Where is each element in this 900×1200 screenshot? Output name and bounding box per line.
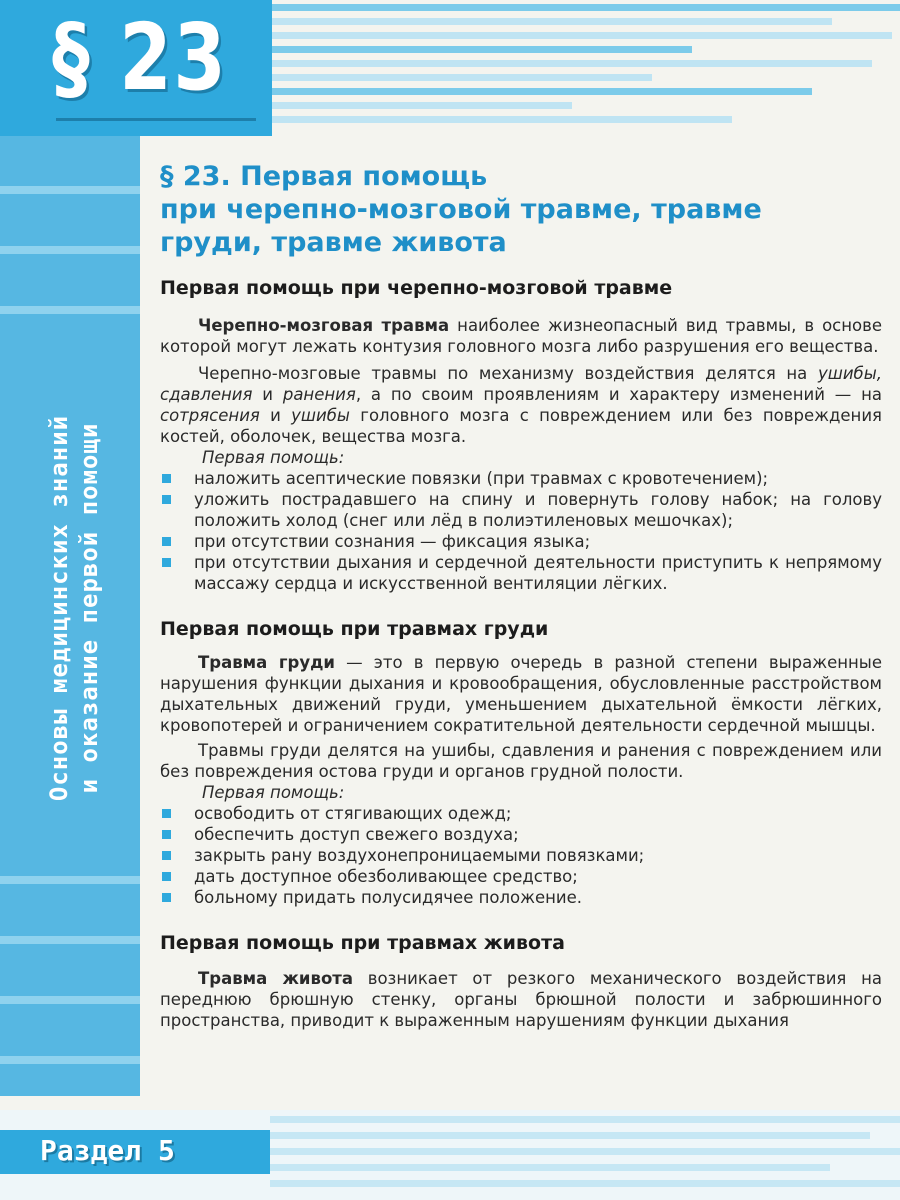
paragraph: Травмы груди делятся на ушибы, сдавления и ранения с повреждением или без повреждения остова груди и органов грудной полости. [160,741,882,781]
heading-abdomen-injury: Первая помощь при травмах живота [160,932,565,954]
list-item: уложить пострадавшего на спину и повернуть голову набок; на голову положить холод (снег или лёд в полиэтиленовых мешочках); [160,489,882,531]
list-item: обеспечить доступ свежего воздуха; [160,824,882,845]
footer-stripe [270,1164,830,1171]
footer-stripe [270,1180,900,1187]
sidebar-title-line1: Основы медицинских знаний [45,414,73,802]
stripe [272,4,900,11]
text: наиболее жизнеопасный вид травмы, в основе которой могут лежать контузия головного мозга либо разрушения его вещества. [160,316,882,356]
stripe [272,60,872,67]
first-aid-list [160,803,882,908]
term: Черепно-мозговая травма [198,316,450,335]
list-item: освободить от стягивающих одежд; [160,803,882,824]
text: Черепно-мозговые травмы по механизму воздействия делятся на [198,364,818,383]
footer-stripe [270,1132,870,1139]
title-line1: § 23. Первая помощь [160,161,488,192]
title-line2: при черепно-мозговой травме, травме [160,194,762,225]
paragraph [160,652,882,736]
heading-chest-injury: Первая помощь при травмах груди [160,618,549,640]
first-aid-label: Первая помощь: [202,783,345,802]
footer-stripe [270,1116,900,1123]
sidebar-stripe [0,996,140,1004]
text: , а по своим проявлениям и характеру изменений — на [355,385,882,404]
term: Травма груди [198,653,335,672]
term: Травма живота [198,969,353,988]
footer-stripe [270,1148,900,1155]
stripe [272,88,812,95]
heading-head-injury: Первая помощь при черепно-мозговой травме [160,277,673,299]
list-item: закрыть рану воздухонепроницаемыми повязками; [160,845,882,866]
sidebar-stripe [0,876,140,884]
text: и [259,406,292,425]
section-badge-number: § 23 [52,4,228,111]
section-label: Раздел 5 [40,1134,175,1167]
stripe [272,116,732,123]
sidebar-stripe [0,246,140,254]
list-item: при отсутствии сознания — фиксация языка; [160,531,882,552]
sidebar-stripe [0,936,140,944]
stripe [272,32,892,39]
paragraph [160,363,882,447]
text: возникает от резкого механического воздействия на переднюю брюшную стенку, органы брюшной полости и забрюшинного пространства, приводит к выраженным нарушениям функции дыхания [160,969,882,1030]
italic-text: ушибы, сдавления [160,364,882,404]
section-badge [0,0,272,136]
page-title [160,160,882,259]
badge-underline [56,118,256,121]
paragraph [160,968,882,1031]
list-item: дать доступное обезболивающее средство; [160,866,882,887]
text: и [252,385,283,404]
list-item: наложить асептические повязки (при травмах с кровотечением); [160,468,882,489]
first-aid-label: Первая помощь: [202,448,345,467]
stripe [272,18,832,25]
sidebar-stripe [0,186,140,194]
sidebar-stripe [0,306,140,314]
italic-text: ранения [282,385,356,404]
text: — это в первую очередь в разной степени выраженные нарушения функции дыхания и кровообращения, обусловленные расстройством дыхательных движений груди, уменьшением дыхательной ёмкости лёгких, кровопотерей и ограничением сократительной деятельности сердечной мышцы. [160,653,882,735]
stripe [272,74,652,81]
main-content [160,160,882,1031]
stripe [272,46,692,53]
italic-text: ушибы [291,406,350,425]
sidebar-chapter-title [44,388,104,828]
italic-text: сотрясения [160,406,260,425]
paragraph [160,315,882,357]
first-aid-list [160,468,882,594]
sidebar-title-line2: и оказание первой помощи [75,422,103,794]
stripe [272,102,572,109]
title-line3: груди, травме живота [160,227,507,258]
text: головного мозга с повреждением или без повреждения костей, оболочек, вещества мозга. [160,406,882,446]
list-item: при отсутствии дыхания и сердечной деятельности приступить к непрямому массажу сердца и искусственной вентиляции лёгких. [160,552,882,594]
list-item: больному придать полусидячее положение. [160,887,882,908]
sidebar-stripe [0,1056,140,1064]
